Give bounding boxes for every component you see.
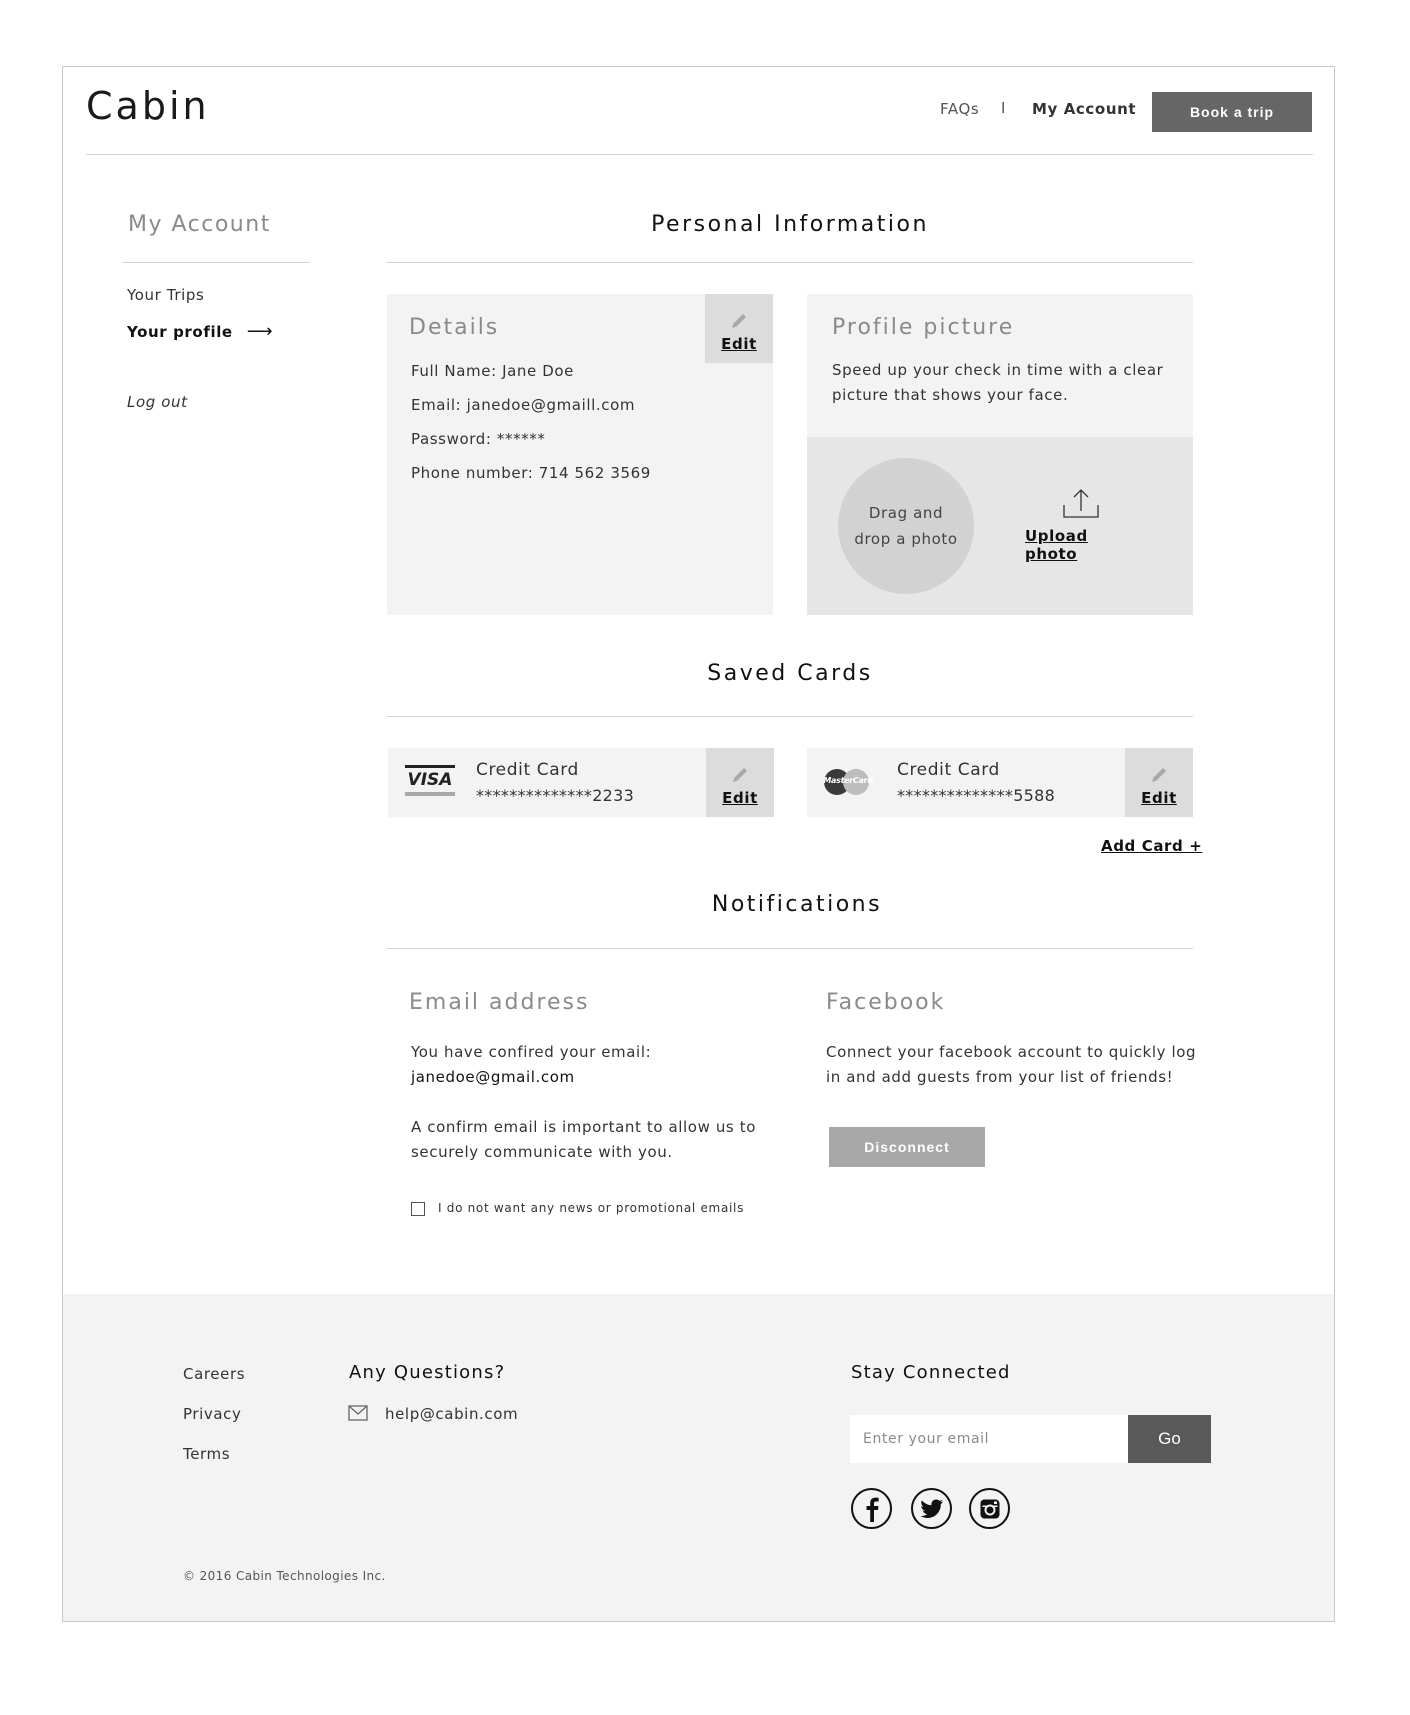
detail-phone: Phone number: 714 562 3569 bbox=[411, 464, 651, 482]
visa-card-edit-button[interactable] bbox=[706, 748, 774, 817]
newsletter-go-button[interactable]: Go bbox=[1128, 1415, 1211, 1463]
detail-password: Password: ****** bbox=[411, 430, 546, 448]
upload-icon bbox=[1062, 487, 1100, 519]
newsletter-email-input[interactable] bbox=[850, 1415, 1128, 1463]
mail-icon bbox=[348, 1405, 368, 1421]
facebook-text-line: in and add guests from your list of friends! bbox=[826, 1068, 1174, 1086]
facebook-text-line: Connect your facebook account to quickly log bbox=[826, 1043, 1197, 1061]
saved-cards-title: Saved Cards bbox=[707, 661, 873, 686]
upload-photo-link[interactable] bbox=[1025, 487, 1137, 563]
card-label: Credit Card bbox=[476, 760, 579, 780]
notifications-divider bbox=[387, 948, 1193, 949]
header-divider bbox=[86, 154, 1313, 155]
no-promo-label[interactable]: I do not want any news or promotional emails bbox=[438, 1201, 745, 1215]
facebook-title: Facebook bbox=[826, 990, 946, 1015]
visa-brand-text: VISA bbox=[407, 770, 453, 790]
pencil-icon bbox=[1149, 765, 1169, 785]
stay-connected-heading: Stay Connected bbox=[851, 1362, 1011, 1383]
detail-full-name: Full Name: Jane Doe bbox=[411, 362, 574, 380]
upload-photo-label: Upload photo bbox=[1025, 527, 1088, 563]
edit-label: Edit bbox=[1141, 789, 1177, 807]
copyright: © 2016 Cabin Technologies Inc. bbox=[183, 1569, 386, 1583]
card-number: **************5588 bbox=[897, 786, 1056, 805]
detail-email: Email: janedoe@gmaill.com bbox=[411, 396, 636, 414]
footer-link-careers[interactable]: Careers bbox=[183, 1365, 246, 1383]
photo-drop-zone[interactable] bbox=[838, 458, 974, 594]
edit-label: Edit bbox=[721, 335, 757, 353]
notifications-title: Notifications bbox=[711, 892, 883, 917]
saved-cards-divider bbox=[387, 716, 1193, 717]
personal-information-title: Personal Information bbox=[651, 212, 929, 237]
email-confirm-text: You have confired your email: bbox=[411, 1043, 652, 1061]
email-info bbox=[411, 1115, 756, 1165]
drop-line: Drag and bbox=[868, 504, 944, 522]
mastercard-logo-icon bbox=[823, 766, 873, 798]
personal-divider bbox=[387, 262, 1193, 263]
pencil-icon bbox=[730, 765, 750, 785]
twitter-icon[interactable] bbox=[911, 1488, 952, 1529]
any-questions-heading: Any Questions? bbox=[349, 1362, 506, 1383]
footer-link-terms[interactable]: Terms bbox=[183, 1445, 231, 1463]
edit-label: Edit bbox=[722, 789, 758, 807]
sidebar-divider bbox=[123, 262, 310, 263]
logo[interactable]: Cabin bbox=[86, 84, 210, 128]
profile-picture-description bbox=[832, 358, 1163, 408]
facebook-glyph bbox=[861, 1496, 883, 1522]
pencil-icon bbox=[729, 311, 749, 331]
facebook-icon[interactable] bbox=[851, 1488, 892, 1529]
card-number: **************2233 bbox=[476, 786, 635, 805]
add-card-link[interactable]: Add Card + bbox=[1101, 837, 1203, 855]
sidebar-item-your-trips[interactable]: Your Trips bbox=[127, 286, 205, 304]
card-label: Credit Card bbox=[897, 760, 1000, 780]
sidebar-item-your-profile[interactable] bbox=[127, 321, 273, 342]
instagram-glyph bbox=[979, 1498, 1001, 1520]
nav-my-account-link[interactable]: My Account bbox=[1032, 100, 1137, 118]
footer-link-privacy[interactable]: Privacy bbox=[183, 1405, 242, 1423]
drop-line: drop a photo bbox=[854, 530, 958, 548]
description-line: Speed up your check in time with a clear bbox=[832, 361, 1164, 379]
mastercard-brand-text: MasterCard bbox=[823, 776, 873, 785]
mastercard-edit-button[interactable] bbox=[1125, 748, 1193, 817]
arrow-right-icon: ⟶ bbox=[246, 321, 274, 342]
profile-picture-title: Profile picture bbox=[832, 315, 1015, 340]
email-confirmation bbox=[411, 1040, 651, 1090]
sidebar-item-label: Your profile bbox=[127, 322, 233, 341]
email-address-title: Email address bbox=[409, 990, 590, 1015]
logout-link[interactable]: Log out bbox=[127, 393, 188, 411]
sidebar-title: My Account bbox=[128, 212, 271, 237]
email-info-line: securely communicate with you. bbox=[411, 1143, 673, 1161]
facebook-disconnect-button[interactable]: Disconnect bbox=[829, 1127, 985, 1167]
description-line: picture that shows your face. bbox=[832, 386, 1069, 404]
no-promo-checkbox[interactable] bbox=[411, 1202, 425, 1216]
confirmed-email-value: janedoe@gmail.com bbox=[411, 1068, 575, 1086]
nav-faqs-link[interactable]: FAQs bbox=[940, 100, 980, 118]
visa-logo-icon bbox=[405, 765, 455, 797]
nav-separator: I bbox=[1001, 99, 1007, 117]
details-title: Details bbox=[409, 315, 500, 340]
details-edit-button[interactable] bbox=[705, 294, 773, 363]
facebook-description bbox=[826, 1040, 1196, 1090]
twitter-glyph bbox=[920, 1499, 944, 1519]
email-info-line: A confirm email is important to allow us to bbox=[411, 1118, 756, 1136]
contact-email-link[interactable]: help@cabin.com bbox=[385, 1405, 519, 1423]
instagram-icon[interactable] bbox=[969, 1488, 1010, 1529]
book-trip-button[interactable]: Book a trip bbox=[1152, 92, 1312, 132]
